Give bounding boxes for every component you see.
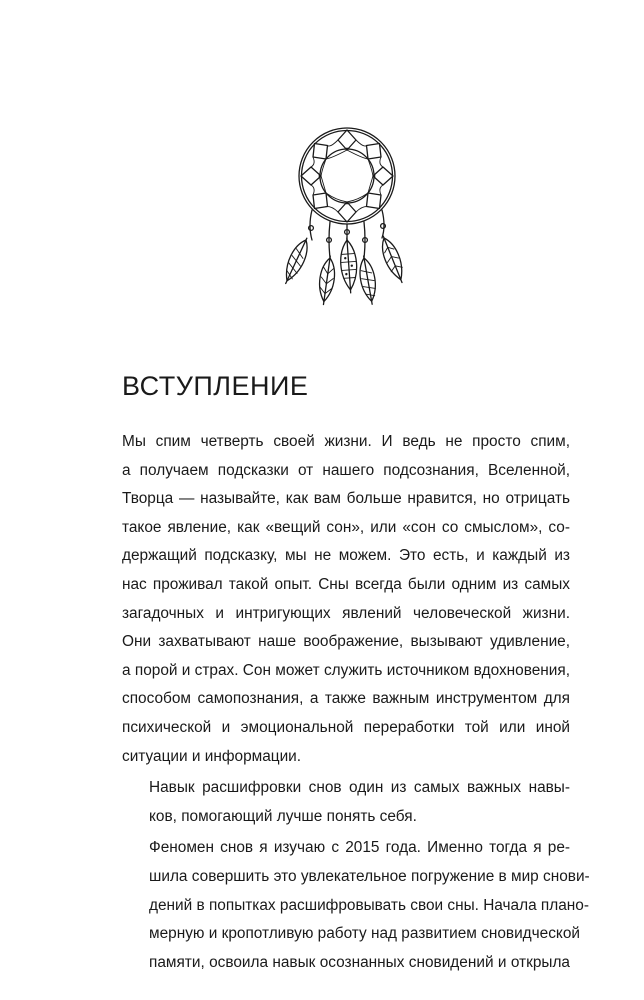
text-line: мерную и кропотливую работу над развитием сновидческой bbox=[149, 925, 580, 943]
text-line: а получаем подсказки от нашего подсознания, Вселенной, bbox=[122, 461, 570, 479]
dreamcatcher-icon bbox=[282, 118, 412, 318]
text-line: Творца — называйте, как вам больше нравится, но отрицать bbox=[122, 490, 570, 508]
text-line: а порой и страх. Сон может служить источником вдохновения, bbox=[122, 661, 570, 679]
paragraph-1 bbox=[122, 428, 570, 771]
text-line: такое явление, как «вещий сон», или «сон со смыслом», со- bbox=[122, 518, 570, 536]
chapter-title: ВСТУПЛЕНИЕ bbox=[122, 371, 309, 401]
text-line: Они захватывают наше воображение, вызывают удивление, bbox=[122, 633, 570, 651]
text-line: шила совершить это увлекательное погружение в мир снови- bbox=[149, 867, 590, 885]
text-line: держащий подсказку, мы не можем. Это есть, и каждый из bbox=[122, 547, 570, 565]
paragraph-2 bbox=[122, 774, 570, 831]
text-line: психической и эмоциональной переработки той или иной bbox=[122, 718, 570, 736]
text-line: памяти, освоила навык осознанных сновидений и открыла bbox=[149, 953, 570, 971]
paragraph-3 bbox=[122, 834, 590, 977]
text-line: Мы спим четверть своей жизни. И ведь не просто спим, bbox=[122, 433, 570, 450]
text-line: Навык расшифровки снов один из самых важных навы- bbox=[149, 779, 570, 797]
text-line: ков, помогающий лучше понять себя. bbox=[149, 807, 417, 825]
text-line: Феномен снов я изучаю с 2015 года. Именно тогда я ре- bbox=[149, 839, 570, 857]
text-line: нас проживал такой опыт. Сны всегда были одним из самых bbox=[122, 575, 570, 593]
text-line: загадочных и интригующих явлений человеческой жизни. bbox=[122, 604, 570, 622]
text-line: ситуации и информации. bbox=[122, 747, 302, 765]
text-line: способом самопознания, а также важным инструментом для bbox=[122, 690, 570, 708]
chapter-body bbox=[122, 428, 590, 977]
text-line: дений в попытках расшифровывать свои сны. Начала плано- bbox=[149, 896, 589, 914]
